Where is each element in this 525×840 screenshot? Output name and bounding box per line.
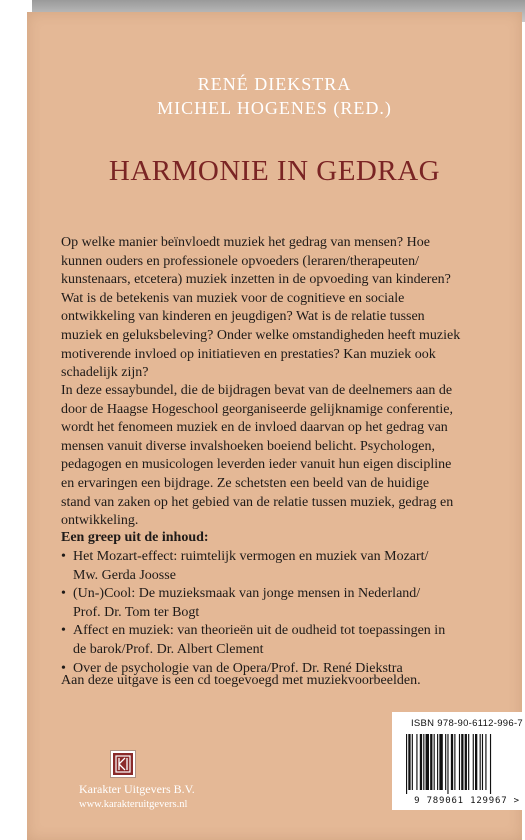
description-paragraph-2 — [61, 382, 501, 531]
text-line: motiverende invloed op initiatieven en prestaties? Kan muziek ook — [61, 346, 436, 362]
description-paragraph-1 — [61, 234, 501, 383]
list-item-line: Affect en muziek: van theorieën uit de oudheid tot toepassingen in — [73, 623, 446, 639]
barcode-bar — [445, 734, 446, 790]
list-item — [61, 548, 511, 585]
barcode-bar — [406, 734, 407, 794]
list-item-line: Over de psychologie van de Opera/Prof. Dr. René Diekstra — [73, 660, 403, 676]
list-item-line: Het Mozart-effect: ruimtelijk vermogen en muziek van Mozart/ — [73, 549, 429, 564]
author-2: MICHEL HOGENES (RED.) — [157, 98, 392, 118]
barcode-bar — [480, 734, 481, 790]
publisher-logo-icon — [111, 751, 135, 777]
contents-heading: Een greep uit de inhoud: — [61, 530, 209, 545]
list-item-line: Prof. Dr. Tom ter Bogt — [73, 604, 200, 620]
barcode-bar — [451, 734, 453, 790]
text-line: In deze essaybundel, die de bijdragen bevat van de deelnemers aan de — [61, 383, 453, 398]
barcode-number: 9 789061 129967 > — [414, 796, 520, 806]
barcode-bar — [420, 734, 422, 790]
barcode-bar — [473, 734, 474, 790]
barcode-bar — [412, 734, 413, 790]
bullet: • — [61, 623, 66, 639]
text-line: kunnen ouders en professionele opvoeders (leraren/therapeuten/ — [61, 253, 420, 269]
list-item-line: Mw. Gerda Joosse — [73, 567, 176, 583]
text-line: en ervaringen een bijdrage. Ze schetsten een beeld van de huidige — [61, 475, 430, 491]
list-item — [61, 622, 511, 659]
barcode-bar — [454, 734, 455, 790]
barcode-bar — [426, 734, 429, 790]
barcode-bar — [475, 734, 477, 790]
barcode-bar — [408, 734, 410, 790]
back-cover — [27, 12, 522, 840]
barcode-bar — [430, 734, 432, 790]
barcode-bar — [416, 734, 417, 790]
contents-list — [61, 548, 511, 678]
barcode-bar — [468, 734, 469, 790]
cd-note: Aan deze uitgave is een cd toegevoegd met muziekvoorbeelden. — [61, 673, 421, 688]
barcode-label — [392, 712, 525, 810]
text-line: Op welke manier beïnvloedt muziek het gedrag van mensen? Hoe — [61, 235, 430, 250]
barcode-bar — [490, 734, 491, 794]
text-line: schadelijk zijn? — [61, 365, 149, 381]
text-line: kunstenaars, etcetera) muziek inzetten in de opvoeding van kinderen? — [61, 272, 451, 288]
barcode-bar — [447, 734, 448, 794]
text-line: door de Haagse Hogeschool georganiseerde gelijknamige conferentie, — [61, 401, 453, 417]
list-item — [61, 585, 511, 622]
publisher-info — [79, 781, 195, 813]
text-line: Wat is de betekenis van muziek voor de cognitieve en sociale — [61, 290, 405, 306]
barcode-icon — [404, 734, 525, 794]
bullet: • — [61, 586, 66, 602]
publisher-name: Karakter Uitgevers B.V. — [79, 782, 195, 796]
barcode-bar — [434, 734, 435, 790]
text-line: pedagogen en musicologen leverden ieder vanuit hun eigen discipline — [61, 457, 452, 473]
text-line: ontwikkeling. — [61, 513, 139, 529]
text-line: stand van zaken op het gebied van de relatie tussen muziek, gedrag en — [61, 494, 454, 510]
text-line: muziek en geluksbeleving? Onder welke omstandigheden heeft muziek — [61, 327, 461, 343]
barcode-bar — [482, 734, 483, 790]
isbn-text: ISBN 978-90-6112-996-7 — [410, 718, 524, 729]
publisher-url: www.karakteruitgevers.nl — [79, 799, 188, 810]
barcode-bar — [465, 734, 467, 790]
bullet: • — [61, 660, 66, 676]
barcode-bar — [485, 734, 486, 790]
list-item-line: de barok/Prof. Dr. Albert Clement — [73, 641, 264, 657]
book-title: HARMONIE IN GEDRAG — [108, 155, 441, 187]
barcode-bar — [437, 734, 438, 790]
barcode-bar — [423, 734, 424, 790]
bullet: • — [61, 549, 66, 564]
list-item-line: (Un-)Cool: De muzieksmaak van jonge mensen in Nederland/ — [73, 586, 421, 602]
author-1: RENÉ DIEKSTRA — [197, 74, 352, 94]
text-line: ontwikkeling van kinderen en jeugdigen? Wat is de relatie tussen — [61, 309, 425, 325]
barcode-bar — [439, 734, 442, 790]
publisher-logo — [110, 750, 136, 778]
barcode-bar — [461, 734, 463, 790]
barcode-bar — [459, 734, 460, 790]
text-line: mensen vanuit diverse invalshoeken boeiend belicht. Psychologen, — [61, 438, 436, 454]
text-line: wordt het fenomeen muziek en de invloed daarvan op het gedrag van — [61, 420, 448, 436]
authors-block — [27, 72, 522, 120]
